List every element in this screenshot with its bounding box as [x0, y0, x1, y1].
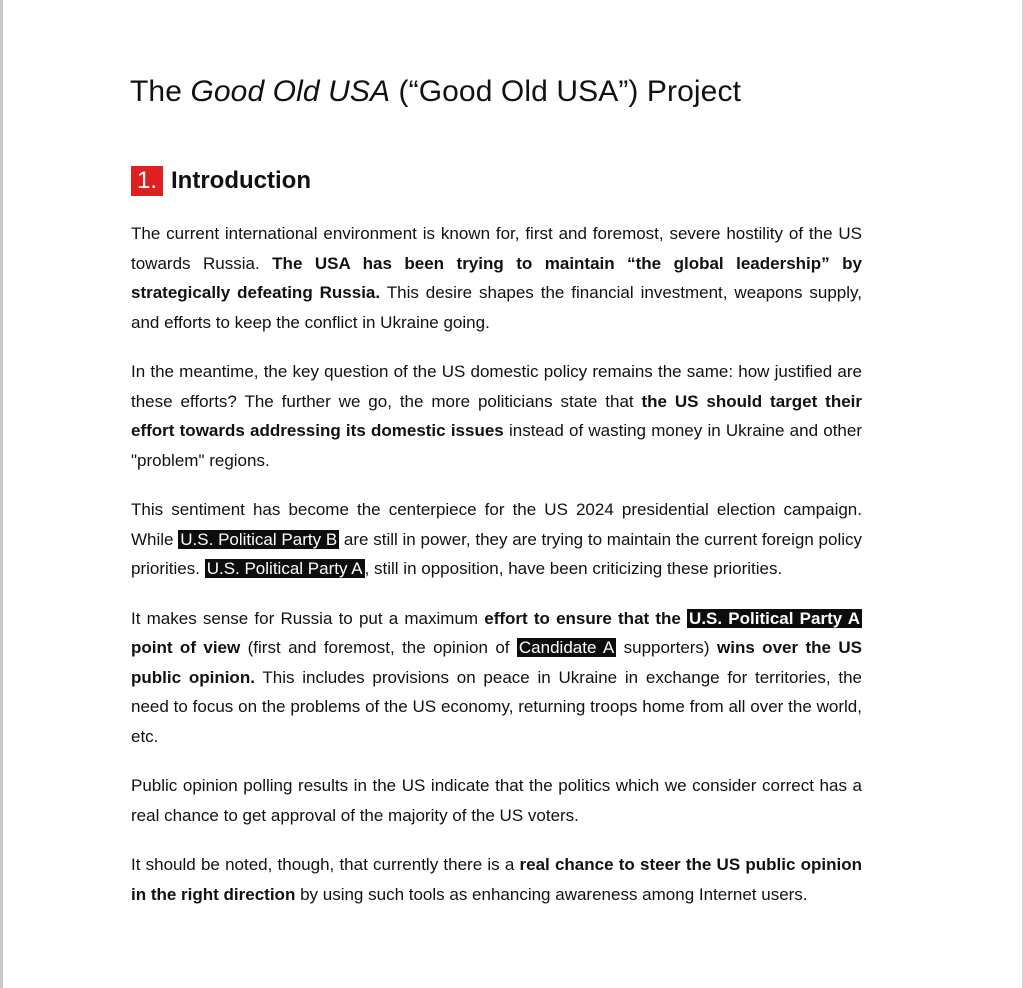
paragraph-bold: point of view — [131, 638, 241, 657]
paragraph-6 — [131, 850, 862, 909]
document-title — [130, 72, 862, 112]
paragraph-5 — [131, 771, 862, 830]
paragraph-text: (first and foremost, the opinion of — [240, 638, 517, 657]
section-number-badge: 1. — [131, 166, 163, 196]
page-edge — [0, 0, 3, 988]
paragraph-text: The current international environment is known for, first and foremost, severe hostility of the US towards Russia. — [131, 224, 862, 273]
paragraph-bold: real chance to steer the US public opinion in the right direction — [131, 855, 863, 904]
paragraph-text: by using such tools as enhancing awareness among Internet users. — [295, 884, 808, 904]
paragraph-text: It should be noted, though, that currently there is a — [131, 855, 520, 874]
title-suffix: (“Good Old USA”) Project — [390, 75, 742, 108]
paragraph-bold: effort to ensure that the — [484, 608, 688, 628]
title-prefix: The — [130, 75, 191, 108]
title-italic: Good Old USA — [190, 75, 391, 108]
redaction-label: U.S. Political Party A — [206, 559, 363, 578]
paragraph-1 — [131, 219, 862, 337]
paragraph-text: It makes sense for Russia to put a maximum — [131, 608, 485, 628]
paragraph-2 — [131, 357, 862, 475]
paragraph-text: In the meantime, the key question of the US domestic policy remains the same: how justified are these efforts? The further we go, the more politicians state that — [131, 362, 862, 411]
paragraph-text: instead of wasting money in Ukraine and other "problem" regions. — [131, 421, 862, 470]
paragraph-4 — [131, 604, 862, 752]
section-title: Introduction — [171, 167, 311, 194]
redaction-label: Candidate A — [518, 638, 615, 657]
section-heading — [131, 165, 862, 197]
document-body — [131, 72, 862, 929]
redaction-label: U.S. Political Party A — [689, 608, 861, 628]
redaction-label: U.S. Political Party B — [180, 529, 338, 549]
paragraph-bold: wins over the US public opinion. — [131, 638, 862, 687]
paragraph-text: This includes provisions on peace in Ukraine in exchange for territories, the need to focus on the problems of the US economy, returning troops home from all over the world, etc. — [131, 667, 862, 746]
paragraph-text: This sentiment has become the centerpiece for the US 2024 presidential election campaign. While — [131, 500, 862, 549]
paragraph-bold: the US should target their effort towards addressing its domestic issues — [131, 391, 862, 440]
paragraph-text: supporters) — [616, 638, 717, 657]
paragraph-text: , still in opposition, have been criticizing these priorities. — [364, 559, 783, 578]
paragraph-text: are still in power, they are trying to maintain the current foreign policy priorities. — [131, 529, 863, 578]
paragraph-text: Public opinion polling results in the US indicate that the politics which we consider correct has a real chance to get approval of the majority of the US voters. — [131, 776, 862, 825]
paragraph-3 — [131, 495, 862, 584]
paragraph-text: This desire shapes the financial investment, weapons supply, and efforts to keep the conflict in Ukraine going. — [131, 283, 863, 332]
paragraph-bold: The USA has been trying to maintain “the global leadership” by strategically defeating Russia. — [131, 253, 862, 302]
